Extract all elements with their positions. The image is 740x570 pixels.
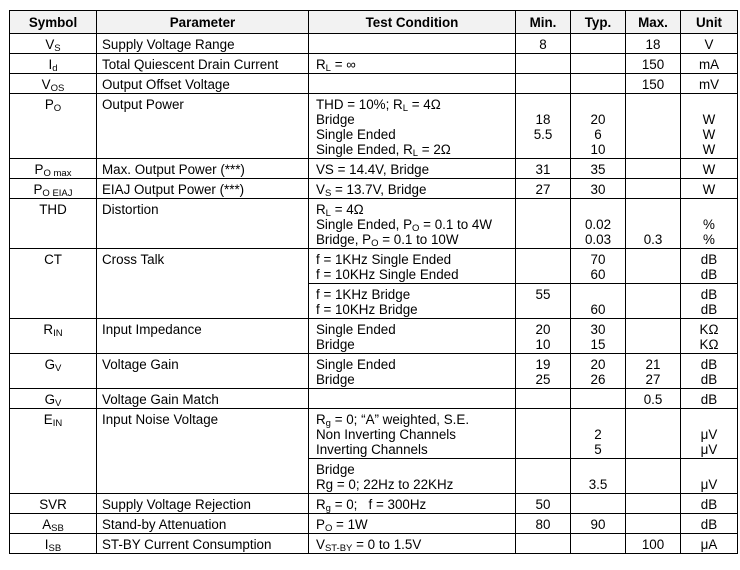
typ-cell: 20 6 10: [571, 94, 626, 159]
symbol-cell: $A_{SB}$: [10, 514, 97, 534]
typ-cell: 60: [571, 284, 626, 319]
min-cell: [516, 459, 571, 494]
min-cell: [516, 249, 571, 284]
symbol-cell: SVR: [10, 494, 97, 514]
symbol-cell: $V_{OS}$: [10, 74, 97, 94]
typ-cell: [571, 34, 626, 54]
condition-cell: $P_O = 1W$: [309, 514, 516, 534]
min-cell: 19 25: [516, 354, 571, 389]
symbol-cell: $I_{SB}$: [10, 534, 97, 554]
symbol-cell: $R_{IN}$: [10, 319, 97, 354]
symbol-cell: CT: [10, 249, 97, 319]
table-row: [10, 199, 738, 249]
symbol-cell: $P_{O EIAJ}$: [10, 179, 97, 199]
table-row: [10, 54, 738, 74]
unit-cell: V: [681, 34, 738, 54]
min-cell: 27: [516, 179, 571, 199]
header-parameter: Parameter: [97, 11, 309, 34]
table-row: [10, 34, 738, 54]
symbol-cell: $V_S$: [10, 34, 97, 54]
unit-cell: dB: [681, 494, 738, 514]
unit-cell: dB: [681, 389, 738, 409]
condition-cell: f = 1KHz Single Ended f = 10KHz Single Ended: [309, 249, 516, 284]
condition-cell: $R_g = 0$; f = 300Hz: [309, 494, 516, 514]
max-cell: [626, 459, 681, 494]
max-cell: 18: [626, 34, 681, 54]
max-cell: [626, 94, 681, 159]
parameter-cell: Output Offset Voltage: [97, 74, 309, 94]
symbol-cell: $E_{IN}$: [10, 409, 97, 494]
table-row: [10, 74, 738, 94]
max-cell: 0.5: [626, 389, 681, 409]
typ-cell: 0.02 0.03: [571, 199, 626, 249]
table-row: [10, 179, 738, 199]
typ-cell: [571, 494, 626, 514]
condition-cell: Bridge Rg = 0; 22Hz to 22KHz: [309, 459, 516, 494]
symbol-cell: $P_O$: [10, 94, 97, 159]
max-cell: [626, 514, 681, 534]
min-cell: [516, 389, 571, 409]
header-unit: Unit: [681, 11, 738, 34]
min-cell: 18 5.5: [516, 94, 571, 159]
unit-cell: W: [681, 159, 738, 179]
unit-cell: dB dB: [681, 354, 738, 389]
symbol-cell: $I_d$: [10, 54, 97, 74]
condition-cell: [309, 389, 516, 409]
max-cell: [626, 179, 681, 199]
table-row: [10, 94, 738, 159]
header-min: Min.: [516, 11, 571, 34]
parameter-cell: Supply Voltage Rejection: [97, 494, 309, 514]
table-row: [10, 319, 738, 354]
header-test-condition: Test Condition: [309, 11, 516, 34]
parameter-cell: Voltage Gain Match: [97, 389, 309, 409]
parameter-cell: EIAJ Output Power (***): [97, 179, 309, 199]
min-cell: 50: [516, 494, 571, 514]
unit-cell: W W W: [681, 94, 738, 159]
header-typ: Typ.: [571, 11, 626, 34]
parameter-cell: ST-BY Current Consumption: [97, 534, 309, 554]
typ-cell: 35: [571, 159, 626, 179]
max-cell: 21 27: [626, 354, 681, 389]
condition-cell: $V_S = 13.7V$, Bridge: [309, 179, 516, 199]
min-cell: 31: [516, 159, 571, 179]
table-row: [10, 249, 738, 284]
max-cell: 100: [626, 534, 681, 554]
typ-cell: [571, 389, 626, 409]
typ-cell: [571, 54, 626, 74]
table-row: [10, 354, 738, 389]
table-row: [10, 514, 738, 534]
typ-cell: 20 26: [571, 354, 626, 389]
typ-cell: 30: [571, 179, 626, 199]
max-cell: [626, 284, 681, 319]
condition-cell: Single Ended Bridge: [309, 354, 516, 389]
table-row: [10, 494, 738, 514]
table-row: [10, 534, 738, 554]
min-cell: 55: [516, 284, 571, 319]
unit-cell: dB: [681, 514, 738, 534]
condition-cell: $R_g = 0$; “A” weighted, S.E. Non Inverting Channels Inverting Channels: [309, 409, 516, 459]
unit-cell: mA: [681, 54, 738, 74]
table-row: [10, 409, 738, 459]
condition-cell: f = 1KHz Bridge f = 10KHz Bridge: [309, 284, 516, 319]
header-symbol: Symbol: [10, 11, 97, 34]
condition-cell: THD = 10%; $R_L = 4\Omega$ Bridge Single Ended Single Ended, $R_L = 2\Omega$: [309, 94, 516, 159]
unit-cell: W: [681, 179, 738, 199]
unit-cell: dB dB: [681, 284, 738, 319]
max-cell: [626, 319, 681, 354]
max-cell: [626, 249, 681, 284]
min-cell: [516, 534, 571, 554]
min-cell: [516, 199, 571, 249]
min-cell: 8: [516, 34, 571, 54]
unit-cell: μV μV: [681, 409, 738, 459]
max-cell: [626, 494, 681, 514]
min-cell: 20 10: [516, 319, 571, 354]
typ-cell: 90: [571, 514, 626, 534]
min-cell: [516, 409, 571, 459]
unit-cell: KΩ KΩ: [681, 319, 738, 354]
typ-cell: 30 15: [571, 319, 626, 354]
min-cell: [516, 54, 571, 74]
min-cell: 80: [516, 514, 571, 534]
max-cell: 0.3: [626, 199, 681, 249]
typ-cell: [571, 534, 626, 554]
parameter-cell: Input Noise Voltage: [97, 409, 309, 494]
parameter-cell: Input Impedance: [97, 319, 309, 354]
parameter-cell: Distortion: [97, 199, 309, 249]
parameter-cell: Stand-by Attenuation: [97, 514, 309, 534]
symbol-cell: THD: [10, 199, 97, 249]
symbol-cell: $G_V$: [10, 389, 97, 409]
unit-cell: % %: [681, 199, 738, 249]
parameter-cell: Cross Talk: [97, 249, 309, 319]
symbol-cell: $P_{O max}$: [10, 159, 97, 179]
parameter-cell: Max. Output Power (***): [97, 159, 309, 179]
symbol-cell: $G_V$: [10, 354, 97, 389]
condition-cell: $V_{ST-BY} = 0$ to 1.5V: [309, 534, 516, 554]
max-cell: 150: [626, 74, 681, 94]
max-cell: [626, 159, 681, 179]
electrical-characteristics-table: [9, 10, 738, 554]
table-header-row: [10, 11, 738, 34]
condition-cell: Single Ended Bridge: [309, 319, 516, 354]
condition-cell: $R_L$ = ∞: [309, 54, 516, 74]
unit-cell: dB dB: [681, 249, 738, 284]
condition-cell: [309, 34, 516, 54]
parameter-cell: Total Quiescent Drain Current: [97, 54, 309, 74]
condition-cell: $R_L = 4\Omega$ Single Ended, $P_O = 0.1$ to 4W Bridge, $P_O = 0.1$ to 10W: [309, 199, 516, 249]
typ-cell: 3.5: [571, 459, 626, 494]
min-cell: [516, 74, 571, 94]
condition-cell: VS = 14.4V, Bridge: [309, 159, 516, 179]
unit-cell: mV: [681, 74, 738, 94]
parameter-cell: Supply Voltage Range: [97, 34, 309, 54]
header-max: Max.: [626, 11, 681, 34]
condition-cell: [309, 74, 516, 94]
parameter-cell: Voltage Gain: [97, 354, 309, 389]
table-row: [10, 389, 738, 409]
parameter-cell: Output Power: [97, 94, 309, 159]
unit-cell: μV: [681, 459, 738, 494]
max-cell: 150: [626, 54, 681, 74]
typ-cell: [571, 74, 626, 94]
table-row: [10, 159, 738, 179]
typ-cell: 70 60: [571, 249, 626, 284]
cropped-page-edge: [0, 563, 740, 570]
typ-cell: 2 5: [571, 409, 626, 459]
unit-cell: μA: [681, 534, 738, 554]
max-cell: [626, 409, 681, 459]
